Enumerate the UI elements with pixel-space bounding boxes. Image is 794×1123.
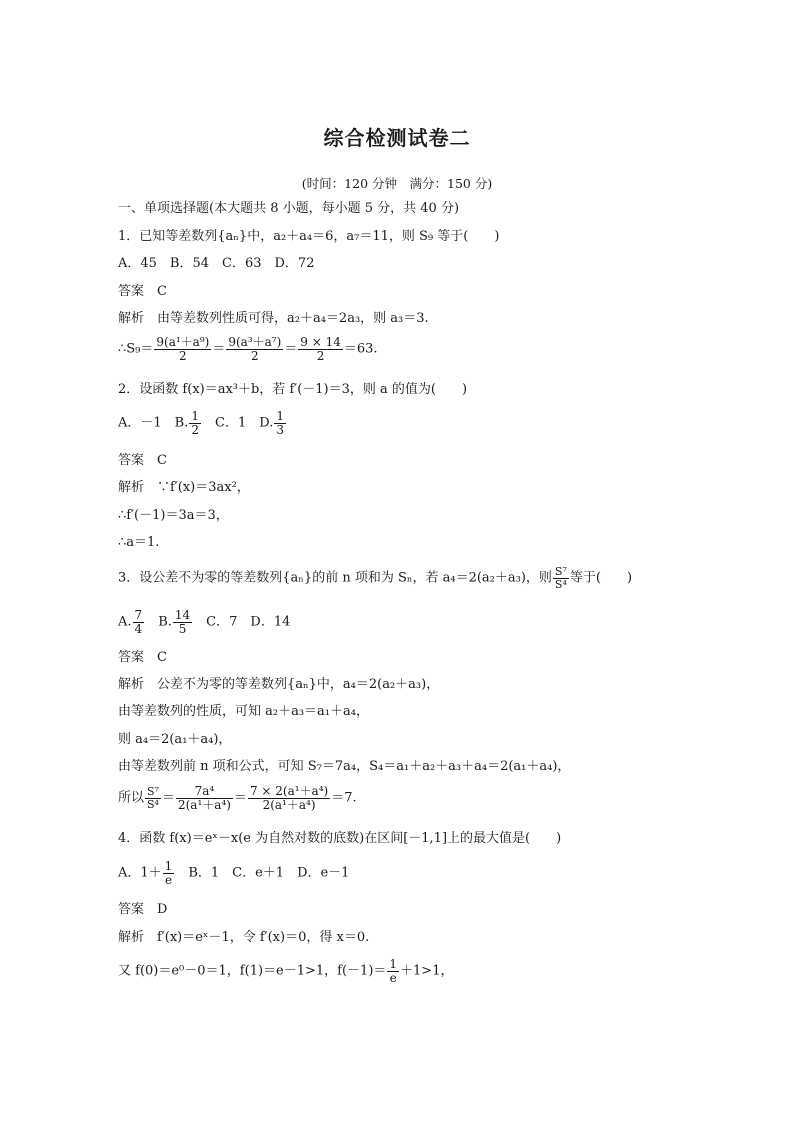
fraction <box>274 410 286 436</box>
text: B. <box>158 614 172 630</box>
numerator: 1 <box>164 859 173 873</box>
fraction <box>298 336 343 362</box>
text: C．1 D. <box>215 415 274 431</box>
numerator: S⁷ <box>554 565 567 578</box>
denominator: S⁴ <box>147 797 159 811</box>
q3-solution-line4: 由等差数列前 n 项和公式，可知 S₇＝7a₄，S₄＝a₁＋a₂＋a₃＋a₄＝2(a₁＋a₄)， <box>118 759 571 774</box>
q3-solution-line5: 所以 $\frac{\text{S⁷}}{\text{S⁴}}$ ＝ $\frac{\text{7a⁴}}{\text{2(a¹＋a⁴)}}$ ＝ $\frac{\text{7 × 2(a¹＋a⁴)}}{\text{2(a¹＋a⁴)}}$ ＝7. <box>118 784 357 812</box>
fraction <box>189 410 201 436</box>
q2-solution-line3: ∴a＝1. <box>118 535 160 550</box>
exam-info: (时间：120 分钟 满分：150 分) <box>301 176 493 191</box>
text: ＋1>1， <box>400 963 454 979</box>
text: ＝7. <box>331 790 357 806</box>
denominator: e <box>164 872 173 887</box>
q4-solution-line2 <box>118 958 453 984</box>
numerator: 7a⁴ <box>176 785 233 799</box>
text: A．1＋ <box>118 865 162 881</box>
q2-options <box>118 410 287 436</box>
q3-solution-line1: 解析 公差不为零的等差数列{aₙ}中，a₄＝2(a₂＋a₃)， <box>118 677 440 692</box>
q2-stem: 2．设函数 f(x)＝ax³＋b，若 f′(－1)＝3，则 a 的值为( ) <box>118 382 468 397</box>
denominator: 2 <box>191 422 199 437</box>
numerator: S⁷ <box>147 785 159 799</box>
fraction <box>176 785 233 811</box>
q1-stem: 1．已知等差数列{aₙ}中，a₂＋a₄＝6，a₇＝11，则 S₉ 等于( ) <box>118 229 500 244</box>
denominator: 5 <box>178 621 187 636</box>
q3-solution-line2: 由等差数列的性质，可知 a₂＋a₃＝a₁＋a₄， <box>118 704 369 719</box>
denominator: S⁴ <box>554 577 567 591</box>
text: C．7 D．14 <box>206 614 291 630</box>
fraction <box>133 609 145 635</box>
fraction <box>553 566 569 590</box>
fraction <box>163 860 175 886</box>
denominator: 2 <box>316 348 325 363</box>
q3-solution-line3: 则 a₄＝2(a₁＋a₄)， <box>118 732 232 747</box>
denominator: e <box>389 970 397 985</box>
numerator: 9(a¹＋a⁹) <box>156 335 210 349</box>
text: 所以 <box>118 790 145 806</box>
text: ∴S₉＝ <box>118 341 154 357</box>
text: A．－1 B. <box>118 415 189 431</box>
text: 等于( ) <box>569 570 633 586</box>
denominator: 2(a¹＋a⁴) <box>177 797 231 812</box>
numerator: 7 × 2(a¹＋a⁴) <box>249 784 329 798</box>
q4-options <box>118 860 349 886</box>
q2-solution-line1: 解析 ∵f′(x)＝3ax²， <box>118 480 250 495</box>
q4-solution-line1: 解析 f′(x)＝eˣ－1，令 f′(x)＝0，得 x＝0. <box>118 930 370 945</box>
numerator: 9 × 14 <box>300 335 341 349</box>
numerator: 9(a³＋a⁷) <box>228 335 282 349</box>
text: 3．设公差不为零的等差数列{aₙ}的前 n 项和为 Sₙ，若 a₄＝2(a₂＋a₃)，则 <box>118 570 552 586</box>
fraction <box>387 958 399 984</box>
denominator: 2(a¹＋a⁴) <box>262 797 316 812</box>
q3-stem <box>118 566 632 590</box>
numerator: 14 <box>174 608 191 622</box>
text: ＝63. <box>343 341 378 357</box>
numerator: 7 <box>134 608 143 622</box>
text: A. <box>118 614 132 630</box>
numerator: 1 <box>276 409 284 423</box>
q1-solution-line1: 解析 由等差数列性质可得，a₂＋a₄＝2a₃，则 a₃＝3. <box>118 311 429 326</box>
fraction <box>154 336 211 362</box>
denominator: 3 <box>276 422 284 437</box>
numerator: 1 <box>191 409 199 423</box>
fraction <box>248 785 330 811</box>
fraction <box>173 609 192 635</box>
q3-options <box>118 609 290 635</box>
text: B．1 C．e＋1 D．e－1 <box>188 865 350 881</box>
section-heading: 一、单项选择题(本大题共 8 小题，每小题 5 分，共 40 分) <box>118 201 460 216</box>
q1-options: A．45 B．54 C．63 D．72 <box>118 256 315 271</box>
q1-answer: 答案 C <box>118 284 167 299</box>
denominator: 2 <box>250 348 259 363</box>
page-title: 综合检测试卷二 <box>323 126 471 150</box>
q4-answer: 答案 D <box>118 902 168 917</box>
q3-answer: 答案 C <box>118 650 167 665</box>
q2-solution-line2: ∴f′(－1)＝3a＝3， <box>118 508 229 523</box>
q1-solution-line2: ∴S₉＝ $\frac{\text{9(a¹＋a⁹)}}{2}$ ＝ $\frac{\text{9(a³＋a⁷)}}{2}$ ＝ $\frac{9 \times 14}{2}$ ＝63. <box>118 335 378 363</box>
fraction <box>226 336 283 362</box>
denominator: 4 <box>134 621 143 636</box>
numerator: 1 <box>389 957 398 971</box>
q4-stem: 4．函数 f(x)＝eˣ－x(e 为自然对数的底数)在区间[－1,1]上的最大值是( ) <box>118 831 562 846</box>
q2-answer: 答案 C <box>118 453 167 468</box>
fraction <box>145 786 161 810</box>
text: 又 f(0)＝e⁰－0＝1，f(1)＝e－1>1，f(－1)＝ <box>118 963 387 979</box>
denominator: 2 <box>179 348 187 363</box>
